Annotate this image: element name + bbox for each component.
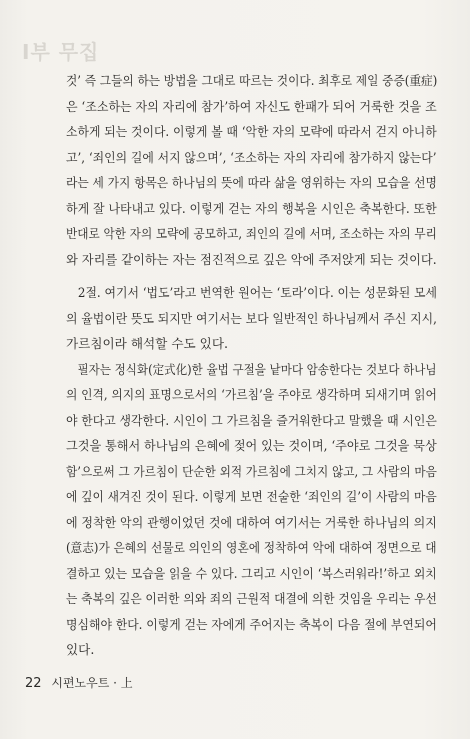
text-line: 에 정착한 악의 관행이었던 것에 대하여 여기서는 거룩한 하나님의 의지 bbox=[66, 514, 437, 530]
text-line: 은 ‘조소하는 자의 자리에 참가’하여 자신도 한패가 되어 거룩한 것을 조 bbox=[66, 98, 437, 114]
text-line: (意志)가 은혜의 선물로 의인의 영혼에 정착하여 악에 대하여 정면으로 대 bbox=[66, 540, 437, 555]
text-line: 있다. bbox=[66, 642, 95, 657]
text-line: 그것을 통해서 하나님의 은혜에 젖어 있는 것이며, ‘주야로 그것을 묵상 bbox=[66, 438, 437, 453]
text-line: 가르침이라 해석할 수도 있다. bbox=[66, 336, 228, 351]
text-line: 는 축복의 깊은 이러한 의와 죄의 근원적 대결에 의한 것임을 우리는 우선 bbox=[66, 591, 437, 606]
text-line: 반대로 악한 자의 모략에 공모하고, 죄인의 길에 서며, 조소하는 자의 무리 bbox=[66, 226, 437, 241]
show-through-header: I부 무집 bbox=[22, 40, 100, 64]
text-line: 의 율법이란 뜻도 되지만 여기서는 보다 일반적인 하나님께서 주신 지시, bbox=[66, 310, 437, 326]
text-line: 명심해야 한다. 이렇게 걷는 자에게 주어지는 축복이 다음 절에 부연되어 bbox=[66, 616, 437, 632]
text-line: 함’으로써 그 가르침이 단순한 외적 가르침에 그치지 않고, 그 사람의 마음 bbox=[66, 463, 437, 479]
paragraph-2 bbox=[66, 280, 437, 663]
text-line: 고’, ‘죄인의 길에 서지 않으며’, ‘조소하는 자의 자리에 참가하지 않는다’ bbox=[66, 149, 437, 165]
book-title: 시편노우트 · 上 bbox=[51, 676, 133, 690]
text-line: 2절. 여기서 ‘법도’라고 번역한 원어는 ‘토라’이다. 이는 성문화된 모세 bbox=[66, 285, 437, 300]
text-line: 에 깊이 새겨진 것이 된다. 이렇게 보면 전술한 ‘죄인의 길’이 사람의 마음 bbox=[66, 489, 437, 504]
text-line: 결하고 있는 모습을 읽을 수 있다. 그리고 시인이 ‘복스러워라!’하고 외치 bbox=[66, 565, 437, 581]
text-line: 와 자리를 같이하는 자는 점진적으로 깊은 악에 주저앉게 되는 것이다. bbox=[66, 251, 437, 267]
text-line: 필자는 정식화(定式化)한 율법 구절을 낱마다 암송한다는 것보다 하나님 bbox=[66, 361, 437, 377]
text-line: 라는 세 가지 항목은 하나님의 뜻에 따라 삶을 영위하는 자의 모습을 선명 bbox=[66, 175, 437, 190]
text-line: 하게 잘 나타내고 있다. 이렇게 걷는 자의 행복을 시인은 축복한다. 또한 bbox=[66, 200, 437, 216]
text-line: 소하게 되는 것이다. 이렇게 볼 때 ‘악한 자의 모략에 따라서 걷지 아니하 bbox=[66, 124, 437, 139]
page-number: 22 bbox=[25, 676, 42, 691]
paragraph-1 bbox=[66, 68, 437, 272]
text-line: 야 한다고 생각한다. 시인이 그 가르침을 즐거워한다고 말했을 때 시인은 bbox=[66, 412, 437, 428]
page-footer bbox=[25, 674, 133, 691]
text-line: 것’ 즉 그들의 하는 방법을 그대로 따르는 것이다. 최후로 제일 중증(重症) bbox=[66, 73, 438, 88]
text-line: 의 인격, 의지의 표명으로서의 ‘가르침’을 주야로 생각하며 되새기며 읽어 bbox=[66, 387, 437, 402]
